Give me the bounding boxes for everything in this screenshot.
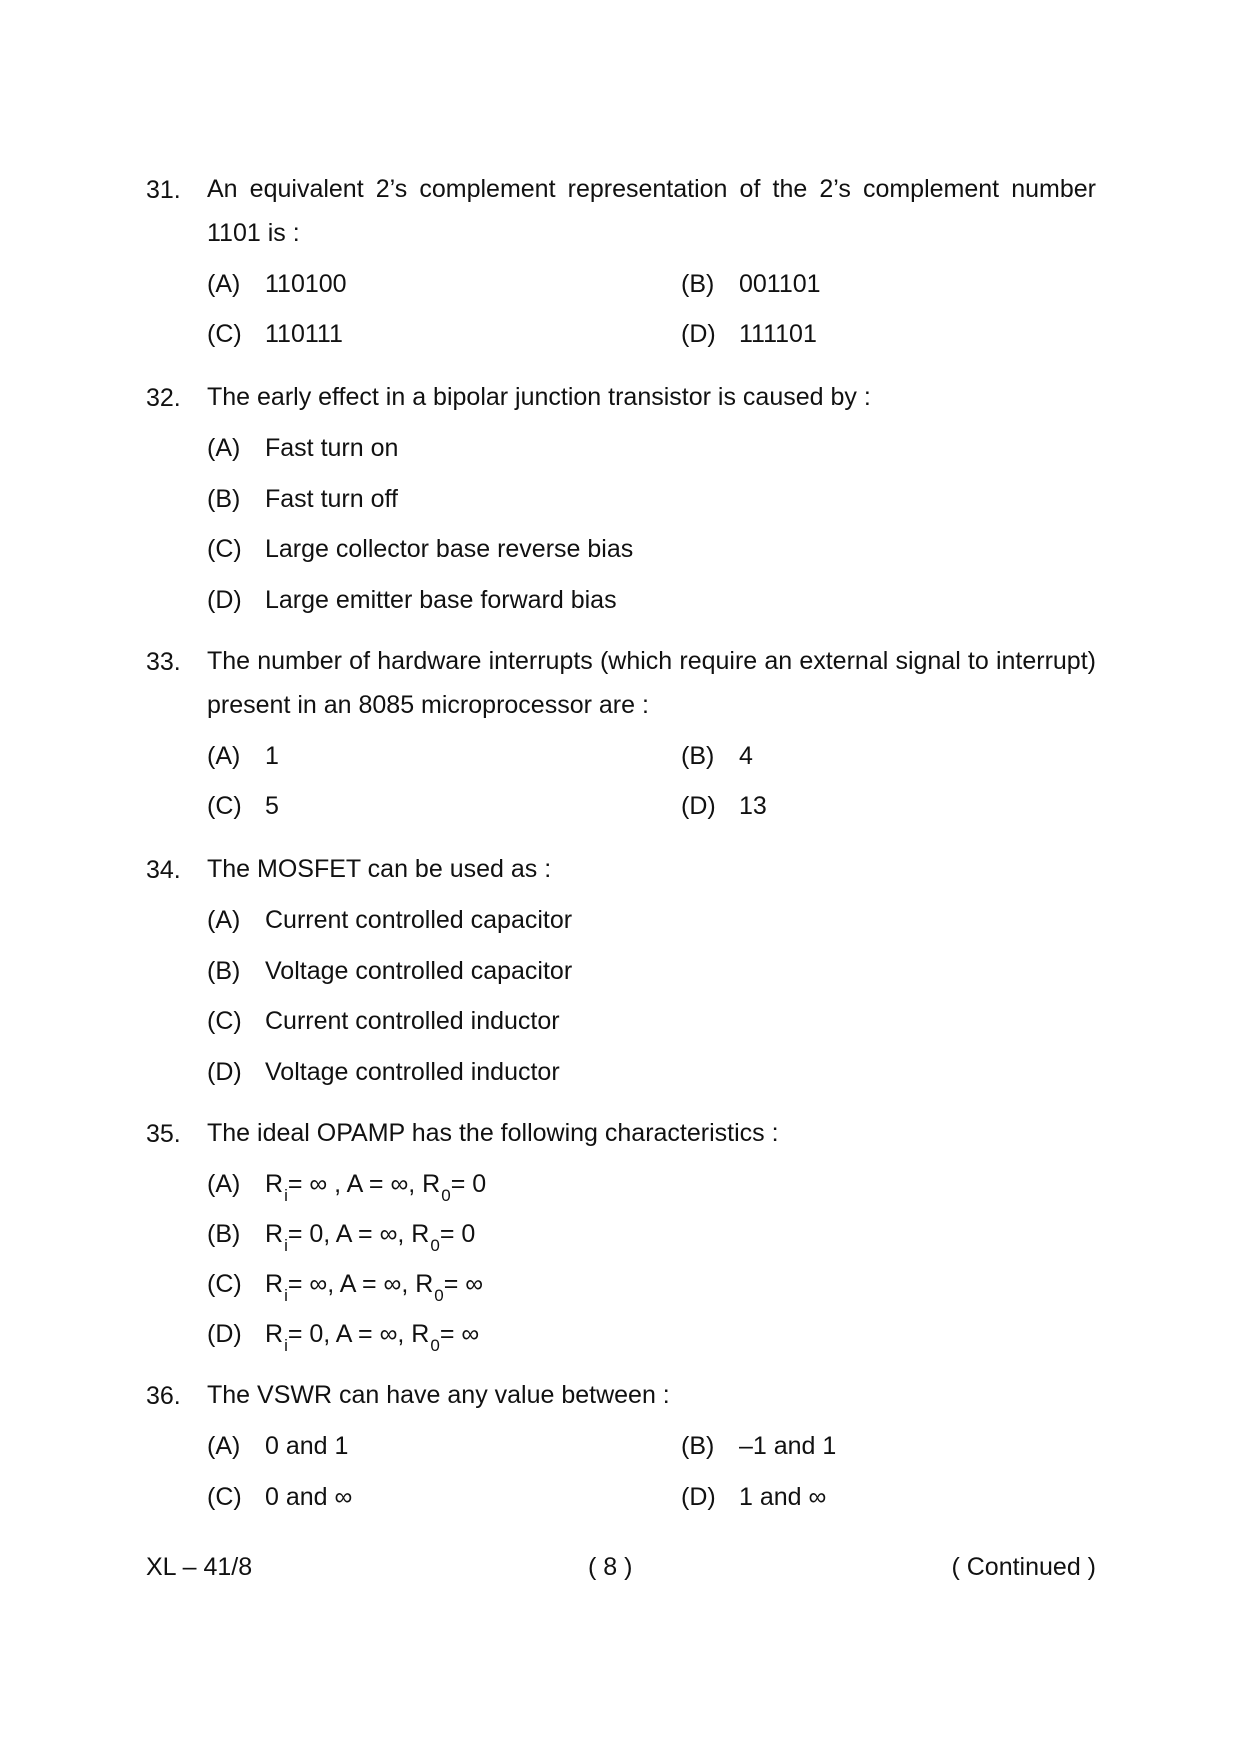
question-number: 33. [146, 648, 181, 676]
subscript-i: i [284, 1236, 288, 1255]
page-number: ( 8 ) [588, 1553, 633, 1581]
option-text: Current controlled inductor [265, 1007, 560, 1035]
option-label: (B) [207, 1220, 241, 1248]
formula-r: R [265, 1320, 284, 1348]
question-text: The VSWR can have any value between : [207, 1381, 670, 1409]
option-label: (D) [681, 320, 716, 348]
option-c [207, 1483, 352, 1512]
option-label: (D) [681, 792, 716, 820]
formula-end: = 0 [439, 1220, 476, 1248]
question-number: 34. [146, 856, 181, 884]
option-text: Voltage controlled inductor [265, 1058, 560, 1086]
option-label: (A) [207, 1432, 241, 1460]
option-text: Current controlled capacitor [265, 906, 573, 934]
formula-end: = 0 [450, 1170, 487, 1198]
question-number: 35. [146, 1120, 181, 1148]
question-number: 31. [146, 176, 181, 204]
option-c [207, 320, 343, 349]
option-c [207, 1007, 560, 1036]
formula-end: = ∞ [443, 1270, 484, 1298]
continued-label: ( Continued ) [951, 1553, 1096, 1581]
formula-r: R [265, 1220, 284, 1248]
option-a [207, 434, 398, 463]
option-a [207, 1432, 348, 1461]
option-text: Fast turn off [265, 485, 398, 513]
option-text: 001101 [739, 270, 821, 298]
subscript-0: 0 [430, 1336, 440, 1355]
formula-mid: = 0, A = ∞, R [287, 1320, 430, 1348]
question-text: The ideal OPAMP has the following characteristics : [207, 1119, 779, 1147]
option-text: 1 and ∞ [739, 1483, 827, 1511]
option-b [207, 485, 398, 514]
option-label: (A) [207, 270, 241, 298]
option-b [681, 270, 821, 299]
option-c [207, 1270, 484, 1305]
option-label: (B) [207, 485, 241, 513]
option-b [207, 957, 572, 986]
option-text: 0 and 1 [265, 1432, 349, 1460]
option-label: (C) [207, 1007, 242, 1035]
option-d [207, 1058, 560, 1087]
question-number: 32. [146, 384, 181, 412]
paper-code: XL – 41/8 [146, 1553, 253, 1581]
option-d [681, 792, 767, 821]
option-d [207, 1320, 480, 1355]
subscript-0: 0 [441, 1186, 451, 1205]
option-label: (B) [681, 1432, 715, 1460]
option-label: (B) [681, 270, 715, 298]
option-label: (D) [207, 586, 242, 614]
question-text: The MOSFET can be used as : [207, 855, 552, 883]
formula-end: = ∞ [439, 1320, 480, 1348]
question-number: 36. [146, 1382, 181, 1410]
formula-r: R [265, 1170, 284, 1198]
option-text: 13 [739, 792, 767, 820]
subscript-0: 0 [430, 1236, 440, 1255]
formula-mid: = ∞, A = ∞, R [287, 1270, 434, 1298]
option-text: 110111 [265, 320, 343, 348]
option-text: 0 and ∞ [265, 1483, 353, 1511]
option-text: 5 [265, 792, 279, 820]
option-label: (A) [207, 1170, 241, 1198]
option-c [207, 535, 633, 564]
option-label: (C) [207, 792, 242, 820]
option-label: (D) [681, 1483, 716, 1511]
formula-mid: = ∞ , A = ∞, R [287, 1170, 441, 1198]
subscript-i: i [284, 1336, 288, 1355]
option-c [207, 792, 279, 821]
option-label: (C) [207, 320, 242, 348]
question-text: The early effect in a bipolar junction transistor is caused by : [207, 383, 871, 411]
option-label: (A) [207, 742, 241, 770]
option-text: –1 and 1 [739, 1432, 837, 1460]
option-text: 4 [739, 742, 753, 770]
option-b [681, 742, 753, 771]
option-a [207, 1170, 487, 1205]
subscript-0: 0 [434, 1286, 444, 1305]
option-a [207, 270, 347, 299]
option-d [681, 320, 817, 349]
option-label: (A) [207, 906, 241, 934]
option-label: (C) [207, 1270, 242, 1298]
option-b [207, 1220, 476, 1255]
option-label: (D) [207, 1320, 242, 1348]
formula-r: R [265, 1270, 284, 1298]
option-d [681, 1483, 826, 1512]
option-a [207, 906, 572, 935]
option-d [207, 586, 617, 615]
option-label: (B) [207, 957, 241, 985]
question-text: The number of hardware interrupts (which require an external signal to interrupt) present in an 8085 microprocessor are : [207, 647, 1096, 719]
option-text: Large emitter base forward bias [265, 586, 617, 614]
option-b [681, 1432, 836, 1461]
subscript-i: i [284, 1186, 288, 1205]
option-text: 110100 [265, 270, 347, 298]
option-label: (C) [207, 1483, 242, 1511]
option-label: (D) [207, 1058, 242, 1086]
option-label: (B) [681, 742, 715, 770]
option-label: (C) [207, 535, 242, 563]
option-text: 111101 [739, 320, 817, 348]
option-a [207, 742, 279, 771]
subscript-i: i [284, 1286, 288, 1305]
page-footer [146, 1553, 1096, 1583]
option-text: Large collector base reverse bias [265, 535, 634, 563]
option-text: Fast turn on [265, 434, 399, 462]
option-text: Voltage controlled capacitor [265, 957, 573, 985]
option-text: 1 [265, 742, 279, 770]
formula-mid: = 0, A = ∞, R [287, 1220, 430, 1248]
option-label: (A) [207, 434, 241, 462]
question-text: An equivalent 2’s complement representation of the 2’s complement number 1101 is : [207, 175, 1096, 247]
